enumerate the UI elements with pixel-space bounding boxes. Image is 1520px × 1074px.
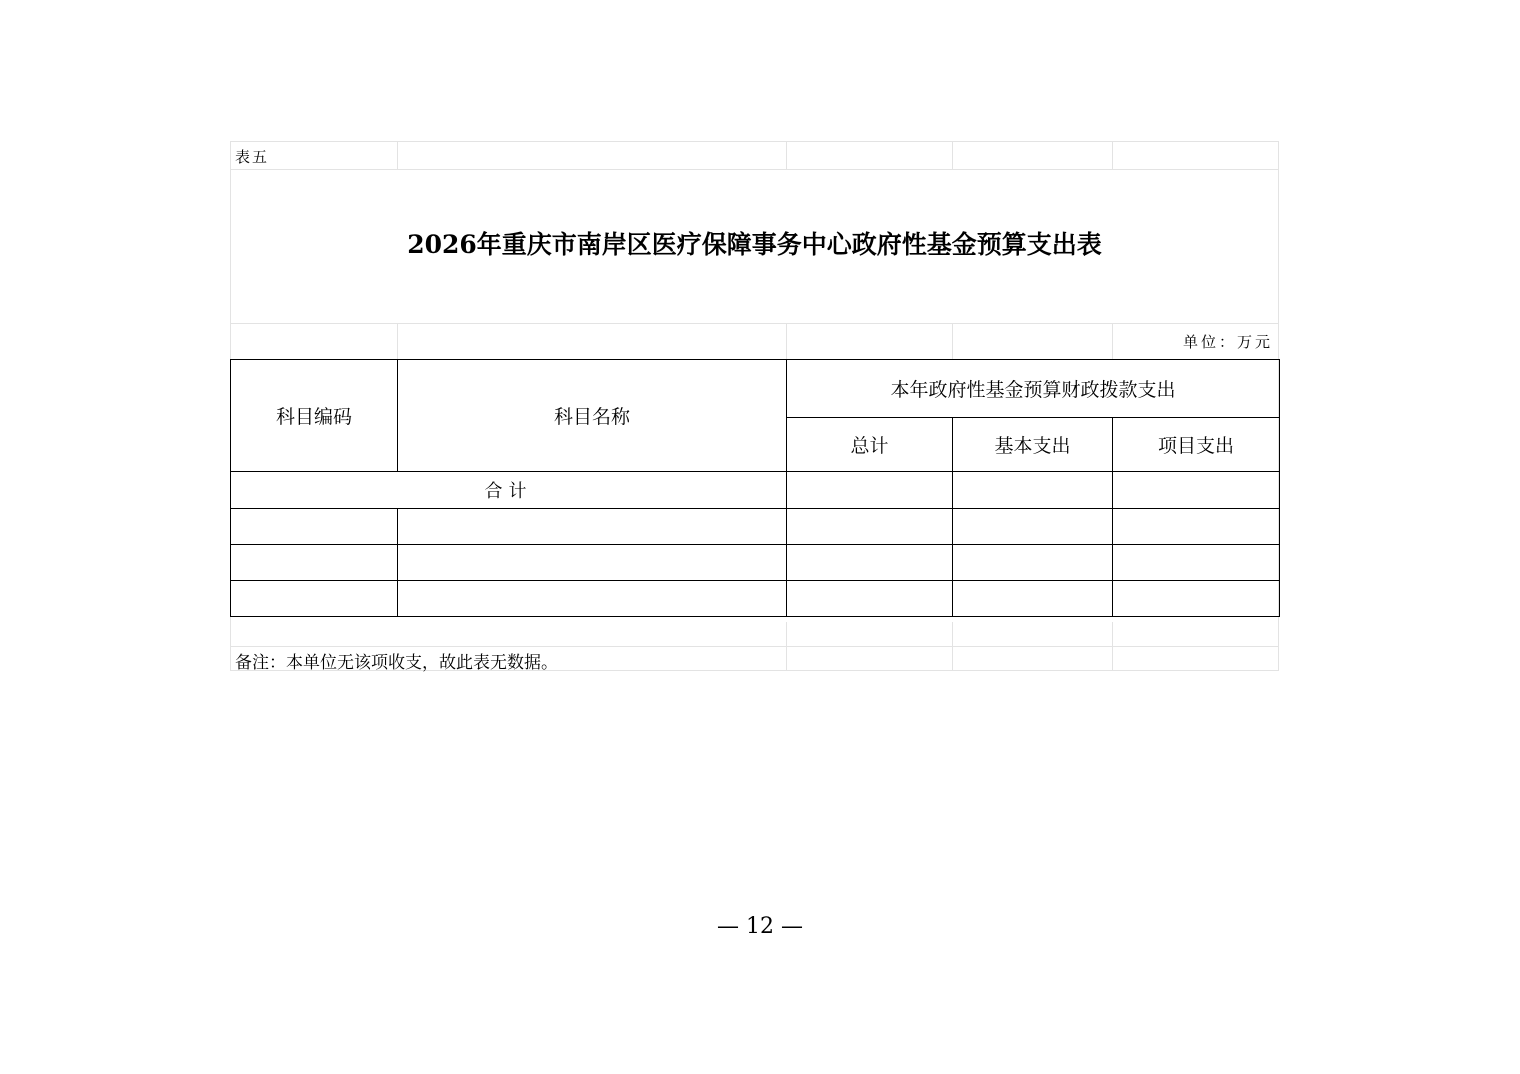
- total-cell: [787, 472, 953, 509]
- unit-label: 单位：万元: [1182, 333, 1273, 351]
- remark-note: 备注：本单位无该项收支，故此表无数据。: [235, 653, 558, 673]
- gridline: [1112, 622, 1113, 671]
- gridline: [230, 141, 1279, 142]
- gridline: [952, 622, 953, 671]
- name-cell: [398, 509, 787, 545]
- total-label: 合计: [231, 472, 787, 509]
- header-subject-code: 科目编码: [231, 360, 398, 472]
- gridline: [397, 141, 398, 169]
- total-cell: [787, 545, 953, 581]
- gridline: [1112, 323, 1113, 359]
- total-cell: [787, 581, 953, 617]
- header-total: 总计: [787, 418, 953, 472]
- header-subject-name: 科目名称: [398, 360, 787, 472]
- project-cell: [1113, 509, 1280, 545]
- gridline: [397, 323, 398, 359]
- gridline: [230, 323, 1279, 324]
- gridline: [230, 169, 1279, 170]
- code-cell: [231, 509, 398, 545]
- header-project: 项目支出: [1113, 418, 1280, 472]
- gridline: [1112, 141, 1113, 169]
- gridline: [786, 323, 787, 359]
- table-row: [231, 509, 1280, 545]
- total-cell: [787, 509, 953, 545]
- basic-cell: [953, 581, 1113, 617]
- gridline: [786, 622, 787, 671]
- budget-sheet: [230, 141, 1279, 671]
- table-row: [231, 581, 1280, 617]
- code-cell: [231, 581, 398, 617]
- name-cell: [398, 545, 787, 581]
- basic-cell: [953, 509, 1113, 545]
- code-cell: [231, 545, 398, 581]
- gridline: [786, 141, 787, 169]
- project-cell: [1113, 581, 1280, 617]
- table-row: [231, 545, 1280, 581]
- table-label: 表五: [235, 148, 270, 166]
- budget-table: [230, 359, 1280, 617]
- name-cell: [398, 581, 787, 617]
- gridline: [952, 141, 953, 169]
- gridline: [230, 646, 1279, 647]
- page-title: 2026年重庆市南岸区医疗保障事务中心政府性基金预算支出表: [407, 230, 1102, 259]
- table-row-total: [231, 472, 1280, 509]
- basic-cell: [953, 545, 1113, 581]
- page-number: — 12 —: [717, 914, 803, 939]
- header-basic: 基本支出: [953, 418, 1113, 472]
- header-group: 本年政府性基金预算财政拨款支出: [787, 360, 1280, 418]
- gridline: [952, 323, 953, 359]
- project-cell: [1113, 545, 1280, 581]
- project-cell: [1113, 472, 1280, 509]
- basic-cell: [953, 472, 1113, 509]
